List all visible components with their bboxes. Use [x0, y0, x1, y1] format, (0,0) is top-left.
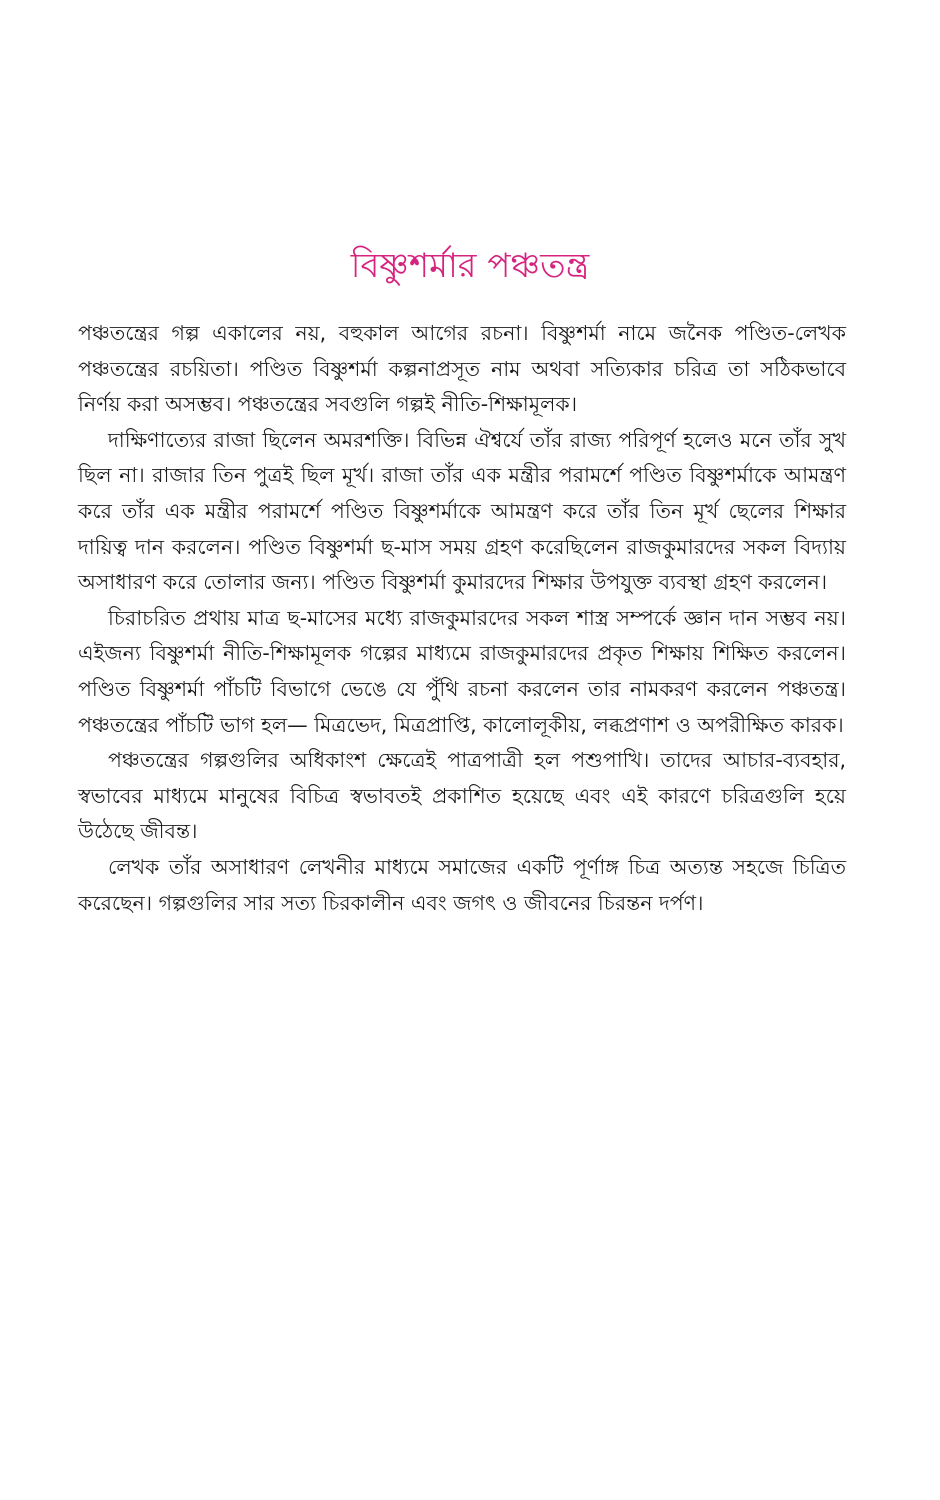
paragraph-5: লেখক তাঁর অসাধারণ লেখনীর মাধ্যমে সমাজের একটি পূর্ণাঙ্গ চিত্র অত্যন্ত সহজে চিত্রিত করেছেন। গল্পগুলির সার সত্য চিরকালীন এবং জগৎ ও জীবনের চিরন্তন দর্পণ। [78, 854, 846, 915]
paragraph-1: পঞ্চতন্ত্রের গল্প একালের নয়, বহুকাল আগের রচনা। বিষ্ণুশর্মা নামে জনৈক পণ্ডিত-লেখক পঞ্চতন্ত্রের রচয়িতা। পণ্ডিত বিষ্ণুশর্মা কল্পনাপ্রসূত নাম অথবা সত্যিকার চরিত্র তা সঠিকভাবে নির্ণয় করা অসম্ভব। পঞ্চতন্ত্রের সবগুলি গল্পই নীতি-শিক্ষামূলক। [78, 321, 846, 417]
paragraph-3: চিরাচরিত প্রথায় মাত্র ছ-মাসের মধ্যে রাজকুমারদের সকল শাস্ত্র সম্পর্কে জ্ঞান দান সম্ভব নয়। এইজন্য বিষ্ণুশর্মা নীতি-শিক্ষামূলক গল্পের মাধ্যমে রাজকুমারদের প্রকৃত শিক্ষায় শিক্ষিত করলেন। পণ্ডিত বিষ্ণুশর্মা পাঁচটি বিভাগে ভেঙে যে পুঁথি রচনা করলেন তার নামকরণ করলেন পঞ্চতন্ত্র। পঞ্চতন্ত্রের পাঁচটি ভাগ হল— মিত্রভেদ, মিত্রপ্রাপ্তি, কালোলূকীয়, লব্ধপ্রণাশ ও অপরীক্ষিত কারক। [78, 605, 846, 737]
paragraph-4: পঞ্চতন্ত্রের গল্পগুলির অধিকাংশ ক্ষেত্রেই পাত্রপাত্রী হল পশুপাখি। তাদের আচার-ব্যবহার, স্বভাবের মাধ্যমে মানুষের বিচিত্র স্বভাবতই প্রকাশিত হয়েছে এবং এই কারণে চরিত্রগুলি হয়ে উঠেছে জীবন্ত। [78, 748, 846, 844]
chapter-body [78, 316, 846, 921]
paragraph-2: দাক্ষিণাত্যের রাজা ছিলেন অমরশক্তি। বিভিন্ন ঐশ্বর্যে তাঁর রাজ্য পরিপূর্ণ হলেও মনে তাঁর সুখ ছিল না। রাজার তিন পুত্রই ছিল মূর্খ। রাজা তাঁর এক মন্ত্রীর পরামর্শে পণ্ডিত বিষ্ণুশর্মাকে আমন্ত্রণ করে তাঁর এক মন্ত্রীর পরামর্শে পণ্ডিত বিষ্ণুশর্মাকে আমন্ত্রণ করে তাঁর তিন মূর্খ ছেলের শিক্ষার দায়িত্ব দান করলেন। পণ্ডিত বিষ্ণুশর্মা ছ-মাস সময় গ্রহণ করেছিলেন রাজকুমারদের সকল বিদ্যায় অসাধারণ করে তোলার জন্য। পণ্ডিত বিষ্ণুশর্মা কুমারদের শিক্ষার উপযুক্ত ব্যবস্থা গ্রহণ করলেন। [78, 427, 846, 595]
chapter-title: বিষ্ণুশর্মার পঞ্চতন্ত্র [350, 246, 590, 286]
